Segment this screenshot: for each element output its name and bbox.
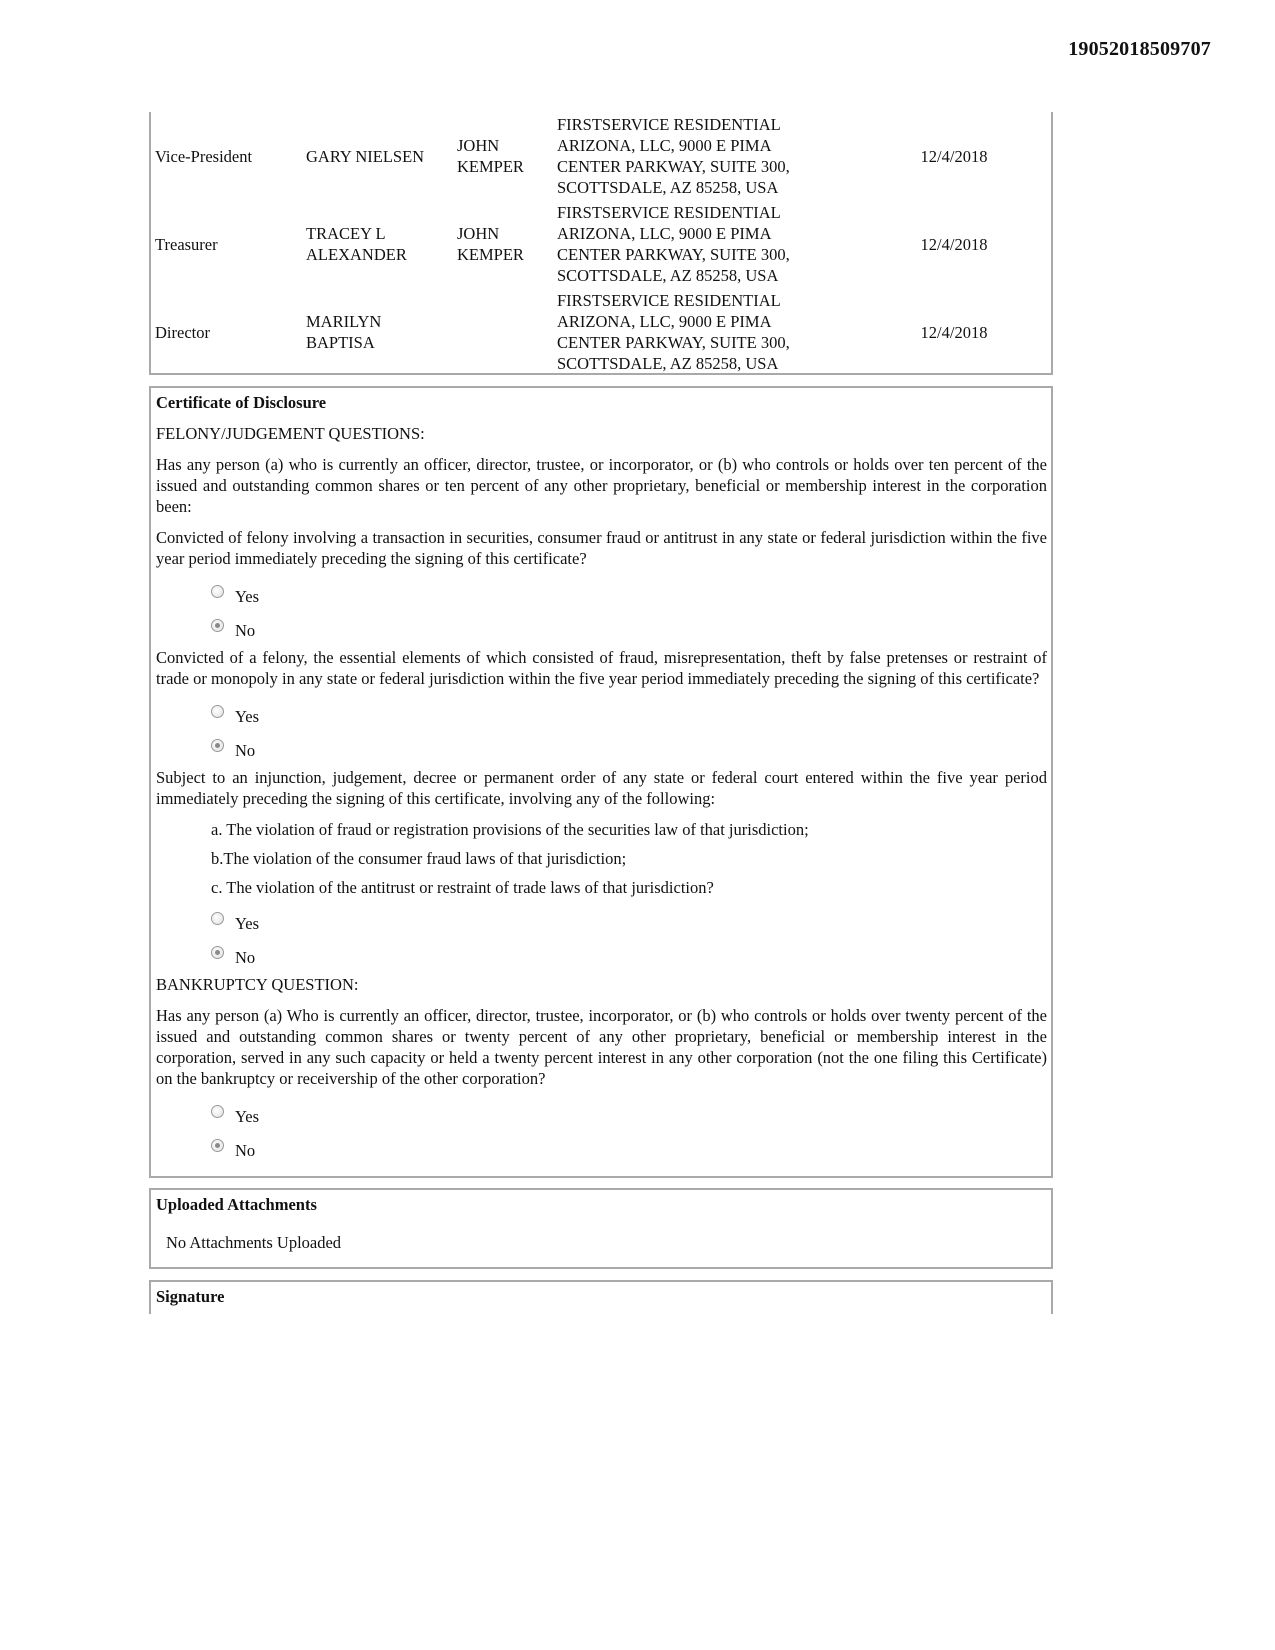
- q1-yes-radio[interactable]: [211, 585, 224, 598]
- address-line: FIRSTSERVICE RESIDENTIAL: [557, 291, 781, 310]
- agent-line: JOHN: [457, 224, 500, 243]
- disclosure-heading: Certificate of Disclosure: [156, 393, 327, 412]
- question-1: Convicted of felony involving a transaction in securities, consumer fraud or antitrust in any state or federal jurisdiction within the five year period immediately preceding the signing of this certificate?: [156, 528, 1047, 568]
- address-line: SCOTTSDALE, AZ 85258, USA: [557, 354, 779, 373]
- agent-line: KEMPER: [457, 245, 524, 264]
- question-2: Convicted of a felony, the essential elements of which consisted of fraud, misrepresentation, theft by false pretenses or restraint of trade or monopoly in any state or federal jurisdiction within the five year period immediately preceding the signing of this certificate?: [156, 648, 1047, 688]
- officer-address: [557, 112, 857, 200]
- address-line: CENTER PARKWAY, SUITE 300,: [557, 245, 790, 264]
- table-row: [151, 112, 1051, 200]
- attachments-heading: Uploaded Attachments: [156, 1195, 317, 1214]
- radio-label: No: [235, 1140, 256, 1160]
- officer-name: [306, 200, 457, 288]
- disclosure-intro: Has any person (a) who is currently an officer, director, trustee, or incorporator, or (b) who controls or holds over ten percent of the issued and outstanding common shares or ten percent of any other proprietary, beneficial or membership interest in the corporation been:: [156, 455, 1047, 516]
- officer-name-line: MARILYN: [306, 312, 382, 331]
- address-line: ARIZONA, LLC, 9000 E PIMA: [557, 224, 772, 243]
- attachments-status: No Attachments Uploaded: [166, 1233, 342, 1252]
- officer-name-line: GARY NIELSEN: [306, 146, 425, 166]
- radio-label: Yes: [235, 706, 260, 726]
- officers-table-panel: [149, 112, 1053, 375]
- officer-address: [557, 288, 857, 376]
- officers-table: [151, 112, 1051, 376]
- certificate-of-disclosure-panel: [149, 386, 1053, 1178]
- q4-no-option[interactable]: [211, 1133, 1047, 1167]
- agent-line: JOHN: [457, 136, 500, 155]
- officer-address: [557, 200, 857, 288]
- officer-date: 12/4/2018: [920, 146, 988, 166]
- q3-no-radio[interactable]: [211, 946, 224, 959]
- radio-label: No: [235, 947, 256, 967]
- question-3-item-a: a. The violation of fraud or registration provisions of the securities law of that jurisdiction;: [211, 820, 809, 839]
- uploaded-attachments-panel: [149, 1188, 1053, 1269]
- q3-no-option[interactable]: [211, 940, 1047, 974]
- q1-no-radio[interactable]: [211, 619, 224, 632]
- table-row: [151, 288, 1051, 376]
- signature-heading: Signature: [156, 1287, 225, 1306]
- radio-label: No: [235, 620, 256, 640]
- address-line: SCOTTSDALE, AZ 85258, USA: [557, 178, 779, 197]
- radio-label: No: [235, 740, 256, 760]
- address-line: FIRSTSERVICE RESIDENTIAL: [557, 115, 781, 134]
- q4-no-radio[interactable]: [211, 1139, 224, 1152]
- officer-title: Director: [155, 322, 210, 342]
- officer-name-line: BAPTISA: [306, 333, 375, 352]
- q1-yes-option[interactable]: [211, 579, 1047, 613]
- address-line: SCOTTSDALE, AZ 85258, USA: [557, 266, 779, 285]
- officer-date: 12/4/2018: [920, 234, 988, 254]
- q2-no-radio[interactable]: [211, 739, 224, 752]
- radio-label: Yes: [235, 913, 260, 933]
- bankruptcy-question-heading: BANKRUPTCY QUESTION:: [156, 975, 359, 994]
- address-line: FIRSTSERVICE RESIDENTIAL: [557, 203, 781, 222]
- radio-label: Yes: [235, 1106, 260, 1126]
- q3-yes-radio[interactable]: [211, 912, 224, 925]
- q4-yes-radio[interactable]: [211, 1105, 224, 1118]
- address-line: ARIZONA, LLC, 9000 E PIMA: [557, 312, 772, 331]
- officer-name: [306, 112, 457, 200]
- officer-name-line: TRACEY L: [306, 224, 386, 243]
- question-3-item-b: b.The violation of the consumer fraud laws of that jurisdiction;: [211, 849, 627, 868]
- agent-line: KEMPER: [457, 157, 524, 176]
- officer-name: [306, 288, 457, 376]
- q2-yes-option[interactable]: [211, 699, 1047, 733]
- q2-no-option[interactable]: [211, 733, 1047, 767]
- officer-agent: [457, 112, 557, 200]
- question-3-item-c: c. The violation of the antitrust or restraint of trade laws of that jurisdiction?: [211, 878, 714, 897]
- question-4: Has any person (a) Who is currently an officer, director, trustee, incorporator, or (b) who controls or holds over twenty percent of the issued and outstanding common shares or twenty percent of any other proprietary, beneficial or membership interest in the corporation, served in any such capacity or held a twenty percent interest in any other corporation (not the one filing this Certificate) on the bankruptcy or receivership of the other corporation?: [156, 1006, 1047, 1088]
- radio-label: Yes: [235, 586, 260, 606]
- address-line: ARIZONA, LLC, 9000 E PIMA: [557, 136, 772, 155]
- q3-yes-option[interactable]: [211, 906, 1047, 940]
- address-line: CENTER PARKWAY, SUITE 300,: [557, 157, 790, 176]
- q2-yes-radio[interactable]: [211, 705, 224, 718]
- felony-questions-heading: FELONY/JUDGEMENT QUESTIONS:: [156, 424, 425, 443]
- q4-yes-option[interactable]: [211, 1099, 1047, 1133]
- document-number: 19052018509707: [1068, 38, 1211, 60]
- officer-title: Vice-President: [155, 146, 253, 166]
- table-row: [151, 200, 1051, 288]
- officer-date: 12/4/2018: [920, 322, 988, 342]
- q1-no-option[interactable]: [211, 613, 1047, 647]
- question-3: Subject to an injunction, judgement, decree or permanent order of any state or federal court entered within the five year period immediately preceding the signing of this certificate, involving any of the following:: [156, 768, 1047, 808]
- officer-agent: [457, 200, 557, 288]
- officer-name-line: ALEXANDER: [306, 245, 407, 264]
- address-line: CENTER PARKWAY, SUITE 300,: [557, 333, 790, 352]
- officer-title: Treasurer: [155, 234, 218, 254]
- signature-panel: [149, 1280, 1053, 1314]
- officer-agent: [457, 288, 557, 376]
